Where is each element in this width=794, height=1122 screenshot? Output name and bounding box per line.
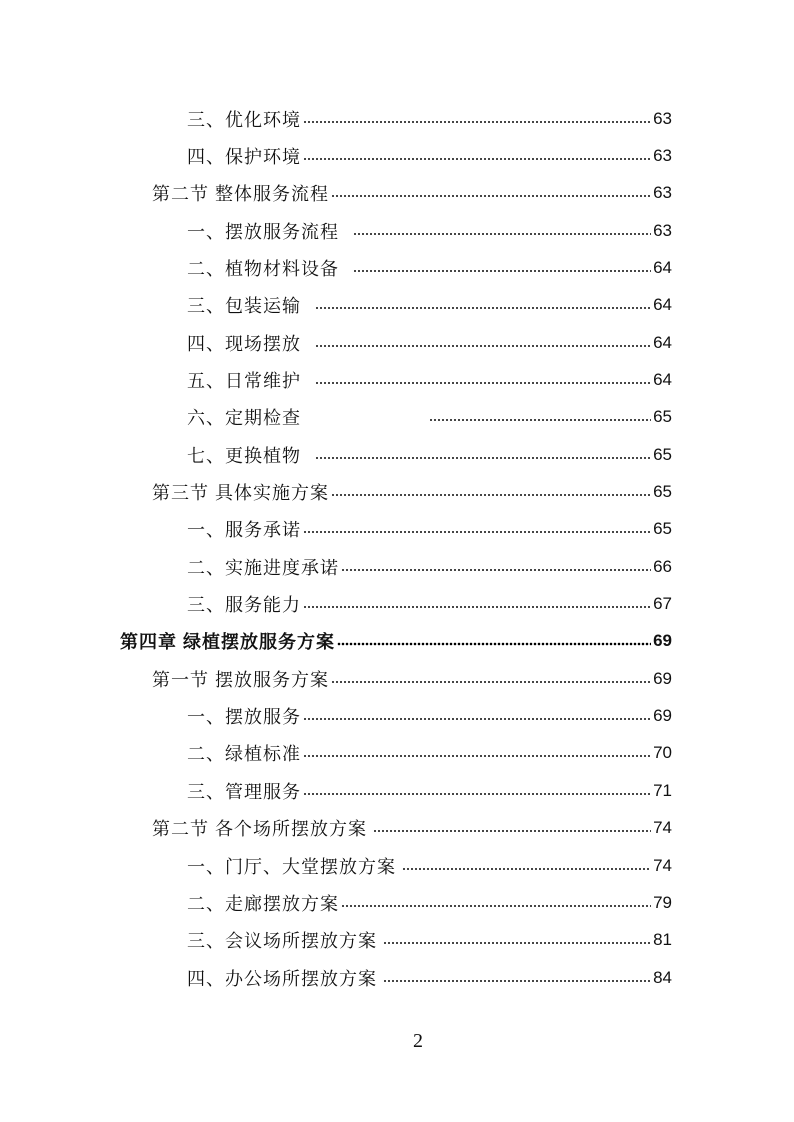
dot-leader [315,344,651,348]
toc-entry-title: 五、日常维护 [187,370,301,391]
toc-entry-title: 三、管理服务 [187,781,301,802]
dot-leader [331,680,651,684]
toc-entry-title: 二、走廊摆放方案 [187,893,339,914]
dot-leader [315,306,651,310]
dot-leader [373,829,651,833]
toc-entry-title: 一、门厅、大堂摆放方案 [187,856,396,877]
toc-entry-page: 69 [653,668,672,688]
dot-leader [303,754,651,758]
toc-entry-page: 63 [653,108,672,128]
toc-entry-title: 四、现场摆放 [187,333,301,354]
toc-entry-page: 71 [653,780,672,800]
toc-entry-page: 69 [653,631,672,651]
toc-entry[interactable] [0,548,672,585]
dot-leader [331,194,651,198]
toc-entry[interactable] [0,810,672,847]
toc-chapter-entry[interactable] [0,623,672,660]
toc-entry-title: 二、植物材料设备 [187,258,339,279]
toc-entry[interactable] [0,586,672,623]
dot-leader [383,941,651,945]
dot-leader [315,456,651,460]
toc-entry[interactable] [0,884,672,921]
toc-entry-page: 64 [653,332,672,352]
toc-entry-page: 67 [653,594,672,613]
toc-entry-title: 一、服务承诺 [187,520,301,541]
toc-entry-title: 三、服务能力 [187,595,301,615]
toc-entry-title: 二、绿植标准 [187,744,301,765]
toc-entry[interactable] [0,698,672,735]
toc-entry-page: 74 [653,855,672,875]
toc-entry-title: 第二节 各个场所摆放方案 [152,819,367,840]
dot-leader [303,157,651,161]
toc-entry[interactable] [0,511,672,548]
toc-entry[interactable] [0,361,672,398]
toc-entry-title: 三、会议场所摆放方案 [187,931,377,952]
toc-entry-page: 64 [653,369,672,389]
toc-entry-title: 七、更换植物 [187,445,301,466]
toc-entry-page: 64 [653,295,672,315]
dot-leader [303,717,651,721]
toc-entry[interactable] [0,735,672,772]
toc-entry-page: 69 [653,706,672,726]
dot-leader [341,904,651,908]
toc-entry-page: 74 [653,818,672,838]
toc-entry-page: 65 [653,444,672,464]
toc-entry-title: 一、摆放服务 [187,707,301,728]
toc-entry-page: 81 [653,930,672,950]
dot-leader [353,232,651,236]
dot-leader [337,642,651,646]
toc-entry-page: 79 [653,892,672,912]
dot-leader [429,418,651,422]
toc-entry-title: 三、优化环境 [187,109,301,130]
dot-leader [303,605,651,609]
toc-entry[interactable] [0,436,672,473]
toc-entry-page: 70 [653,743,672,763]
toc-entry-title: 第一节 摆放服务方案 [152,669,330,690]
toc-entry-title: 第三节 具体实施方案 [152,483,330,503]
dot-leader [341,568,651,572]
toc-entry-page: 63 [653,220,672,240]
dot-leader [303,120,651,124]
toc-entry-page: 65 [653,519,672,539]
dot-leader [331,493,651,497]
toc-entry-page: 84 [653,967,672,987]
toc-entry[interactable] [0,922,672,959]
dot-leader [303,792,651,796]
toc-entry[interactable] [0,959,672,996]
dot-leader [402,867,651,871]
toc-entry-page: 64 [653,257,672,277]
toc-entry[interactable] [0,772,672,809]
toc-entry[interactable] [0,100,672,137]
toc-entry[interactable] [0,399,672,436]
toc-entry-page: 65 [653,482,672,501]
toc-entry[interactable] [0,249,672,286]
page-number: 2 [413,1030,423,1052]
toc-entry[interactable] [0,137,672,174]
toc-entry-page: 66 [653,556,672,576]
toc-entry[interactable] [0,287,672,324]
dot-leader [315,381,651,385]
toc-entry-title: 六、定期检查 [187,408,301,429]
toc-entry[interactable] [0,847,672,884]
toc-entry-title: 四、办公场所摆放方案 [187,968,377,989]
dot-leader [303,530,651,534]
toc-entry-title: 第四章 绿植摆放服务方案 [120,632,335,653]
dot-leader [383,979,651,983]
toc-entry[interactable] [0,212,672,249]
toc-entry-title: 四、保护环境 [187,146,301,167]
toc-entry[interactable] [0,474,672,511]
toc-entry-title: 三、包装运输 [187,296,301,317]
toc-entry[interactable] [0,175,672,212]
toc-entry[interactable] [0,324,672,361]
toc-entry-title: 一、摆放服务流程 [187,221,339,242]
toc-entry-page: 63 [653,145,672,165]
toc-entry-page: 65 [653,407,672,427]
toc-entry[interactable] [0,660,672,697]
toc-entry-title: 二、实施进度承诺 [187,557,339,578]
toc-entry-page: 63 [653,183,672,203]
toc-entry-title: 第二节 整体服务流程 [152,184,330,205]
dot-leader [353,269,651,273]
